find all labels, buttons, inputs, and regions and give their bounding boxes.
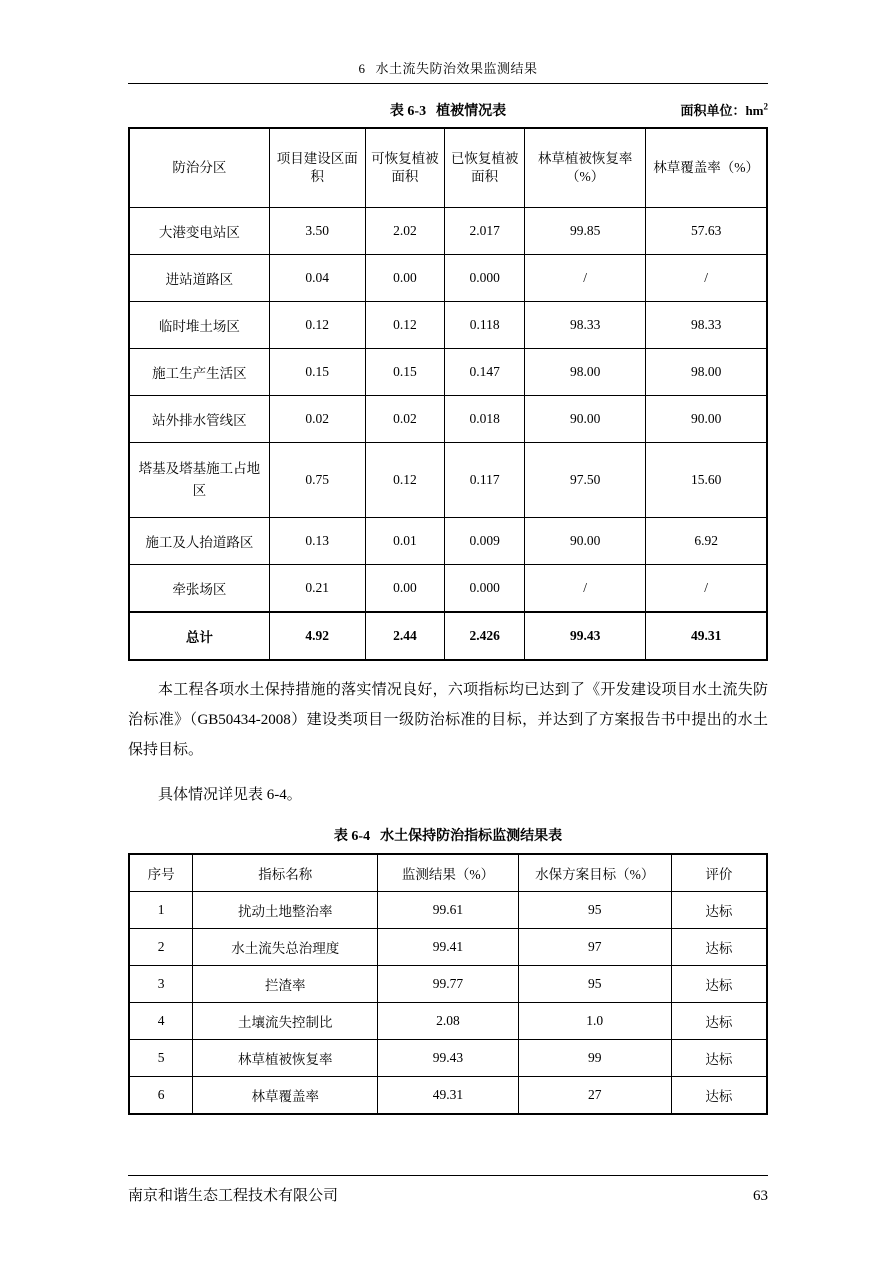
footer-company: 南京和谐生态工程技术有限公司 xyxy=(128,1188,339,1204)
table63-r3-c1: 0.15 xyxy=(269,349,365,396)
table63-r5-c5: 15.60 xyxy=(646,443,767,518)
table64-r4-c4: 达标 xyxy=(671,1040,767,1077)
table64-r5-c3: 27 xyxy=(518,1077,671,1115)
table63-col-1: 项目建设区面积 xyxy=(269,128,365,208)
table63-caption-number: 表 6-3 xyxy=(389,104,427,119)
table63-r7-c5: / xyxy=(646,565,767,613)
table64-r2-c1: 拦渣率 xyxy=(193,966,378,1003)
table63-r5-c1: 0.75 xyxy=(269,443,365,518)
table63-col-5: 林草覆盖率（%） xyxy=(646,128,767,208)
table64-caption-number: 表 6-4 xyxy=(333,829,371,844)
table63-r0-c1: 3.50 xyxy=(269,208,365,255)
table63-r2-c3: 0.118 xyxy=(445,302,525,349)
table64-r0-c1: 扰动土地整治率 xyxy=(193,892,378,929)
table63-r6-c1: 0.13 xyxy=(269,518,365,565)
table-row xyxy=(129,349,767,396)
table63-total-c3: 2.426 xyxy=(445,612,525,660)
table64-r2-c4: 达标 xyxy=(671,966,767,1003)
table63-caption xyxy=(128,100,768,120)
table63-r1-c4: / xyxy=(525,255,646,302)
table63-caption-title: 植被情况表 xyxy=(436,104,507,119)
table-row xyxy=(129,1040,767,1077)
table63-r6-c4: 90.00 xyxy=(525,518,646,565)
table63-r5-c4: 97.50 xyxy=(525,443,646,518)
table63-r0-c0: 大港变电站区 xyxy=(129,208,269,255)
table64-r3-c4: 达标 xyxy=(671,1003,767,1040)
table63-r0-c4: 99.85 xyxy=(525,208,646,255)
table-row xyxy=(129,396,767,443)
table63-total-row xyxy=(129,612,767,660)
table63-r2-c0: 临时堆土场区 xyxy=(129,302,269,349)
table63-r2-c4: 98.33 xyxy=(525,302,646,349)
table63-r0-c5: 57.63 xyxy=(646,208,767,255)
footer-page-number: 63 xyxy=(753,1188,768,1204)
table63-header-row xyxy=(129,128,767,208)
table64-r1-c1: 水土流失总治理度 xyxy=(193,929,378,966)
table63-r3-c2: 0.15 xyxy=(365,349,445,396)
page-footer xyxy=(128,1175,768,1205)
table63-r7-c2: 0.00 xyxy=(365,565,445,613)
table64-r2-c3: 95 xyxy=(518,966,671,1003)
table-row xyxy=(129,565,767,613)
table64-header-row xyxy=(129,854,767,892)
table63-r2-c5: 98.33 xyxy=(646,302,767,349)
table-row xyxy=(129,302,767,349)
table63-r5-c0: 塔基及塔基施工占地区 xyxy=(129,443,269,518)
table63-r2-c1: 0.12 xyxy=(269,302,365,349)
table-row xyxy=(129,208,767,255)
table64-r5-c0: 6 xyxy=(129,1077,193,1115)
table63-col-3: 已恢复植被面积 xyxy=(445,128,525,208)
table64-r0-c0: 1 xyxy=(129,892,193,929)
table64-r3-c0: 4 xyxy=(129,1003,193,1040)
table64-r2-c0: 3 xyxy=(129,966,193,1003)
table63-r4-c5: 90.00 xyxy=(646,396,767,443)
running-head xyxy=(128,58,768,84)
prevention-indicator-table xyxy=(128,853,768,1115)
table63-r1-c5: / xyxy=(646,255,767,302)
table64-r4-c2: 99.43 xyxy=(378,1040,518,1077)
table63-r4-c2: 0.02 xyxy=(365,396,445,443)
table63-total-c2: 2.44 xyxy=(365,612,445,660)
table64-col-0: 序号 xyxy=(129,854,193,892)
body-paragraph-2: 具体情况详见表 6-4。 xyxy=(158,787,302,803)
table63-r7-c1: 0.21 xyxy=(269,565,365,613)
table-row xyxy=(129,443,767,518)
table63-caption-row xyxy=(128,100,768,118)
table64-r3-c2: 2.08 xyxy=(378,1003,518,1040)
table-row xyxy=(129,518,767,565)
table63-r7-c0: 牵张场区 xyxy=(129,565,269,613)
table63-r1-c1: 0.04 xyxy=(269,255,365,302)
table63-total-c1: 4.92 xyxy=(269,612,365,660)
table64-r5-c2: 49.31 xyxy=(378,1077,518,1115)
table64-r4-c1: 林草植被恢复率 xyxy=(193,1040,378,1077)
table64-r3-c3: 1.0 xyxy=(518,1003,671,1040)
table64-r4-c0: 5 xyxy=(129,1040,193,1077)
vegetation-status-table xyxy=(128,127,768,661)
table64-col-2: 监测结果（%） xyxy=(378,854,518,892)
page-content xyxy=(128,0,768,1115)
table63-r0-c3: 2.017 xyxy=(445,208,525,255)
table63-col-2: 可恢复植被面积 xyxy=(365,128,445,208)
table64-r0-c3: 95 xyxy=(518,892,671,929)
running-head-title: 水土流失防治效果监测结果 xyxy=(375,61,538,76)
table-row xyxy=(129,1003,767,1040)
table-row xyxy=(129,966,767,1003)
table64-caption-title: 水土保持防治指标监测结果表 xyxy=(380,829,563,844)
table63-r4-c1: 0.02 xyxy=(269,396,365,443)
table-row xyxy=(129,892,767,929)
table64-r5-c4: 达标 xyxy=(671,1077,767,1115)
table64-r1-c2: 99.41 xyxy=(378,929,518,966)
table64-r0-c4: 达标 xyxy=(671,892,767,929)
table64-r3-c1: 土壤流失控制比 xyxy=(193,1003,378,1040)
table64-r1-c0: 2 xyxy=(129,929,193,966)
table64-r5-c1: 林草覆盖率 xyxy=(193,1077,378,1115)
running-head-chapter-number: 6 xyxy=(358,61,366,76)
table63-total-c0: 总计 xyxy=(129,612,269,660)
table64-r4-c3: 99 xyxy=(518,1040,671,1077)
table64-r1-c4: 达标 xyxy=(671,929,767,966)
table63-r4-c3: 0.018 xyxy=(445,396,525,443)
table63-total-c5: 49.31 xyxy=(646,612,767,660)
table-row xyxy=(129,255,767,302)
table63-r3-c3: 0.147 xyxy=(445,349,525,396)
table63-r5-c2: 0.12 xyxy=(365,443,445,518)
table63-r7-c4: / xyxy=(525,565,646,613)
table63-r4-c4: 90.00 xyxy=(525,396,646,443)
table64-r2-c2: 99.77 xyxy=(378,966,518,1003)
table63-r3-c4: 98.00 xyxy=(525,349,646,396)
table64-col-3: 水保方案目标（%） xyxy=(518,854,671,892)
table63-r6-c3: 0.009 xyxy=(445,518,525,565)
table63-r6-c5: 6.92 xyxy=(646,518,767,565)
table64-col-4: 评价 xyxy=(671,854,767,892)
body-paragraph-1: 本工程各项水土保持措施的落实情况良好，六项指标均已达到了《开发建设项目水土流失防治标准》（GB50434-2008）建设类项目一级防治标准的目标，并达到了方案报告书中提出的水土保持目标。 xyxy=(128,682,768,758)
table63-r2-c2: 0.12 xyxy=(365,302,445,349)
table63-r1-c3: 0.000 xyxy=(445,255,525,302)
table64-r0-c2: 99.61 xyxy=(378,892,518,929)
table63-r0-c2: 2.02 xyxy=(365,208,445,255)
table-row xyxy=(129,929,767,966)
table64-col-1: 指标名称 xyxy=(193,854,378,892)
table64-r1-c3: 97 xyxy=(518,929,671,966)
table64-caption xyxy=(128,825,768,845)
table63-col-0: 防治分区 xyxy=(129,128,269,208)
table63-r3-c0: 施工生产生活区 xyxy=(129,349,269,396)
table63-unit-label: 面积单位：$hm^2$ xyxy=(680,101,768,118)
table63-r1-c0: 进站道路区 xyxy=(129,255,269,302)
table63-total-c4: 99.43 xyxy=(525,612,646,660)
table63-r4-c0: 站外排水管线区 xyxy=(129,396,269,443)
table63-col-4: 林草植被恢复率（%） xyxy=(525,128,646,208)
table63-r5-c3: 0.117 xyxy=(445,443,525,518)
table63-r3-c5: 98.00 xyxy=(646,349,767,396)
table63-r7-c3: 0.000 xyxy=(445,565,525,613)
table-row xyxy=(129,1077,767,1115)
table63-r6-c0: 施工及人抬道路区 xyxy=(129,518,269,565)
table63-r1-c2: 0.00 xyxy=(365,255,445,302)
table63-r6-c2: 0.01 xyxy=(365,518,445,565)
